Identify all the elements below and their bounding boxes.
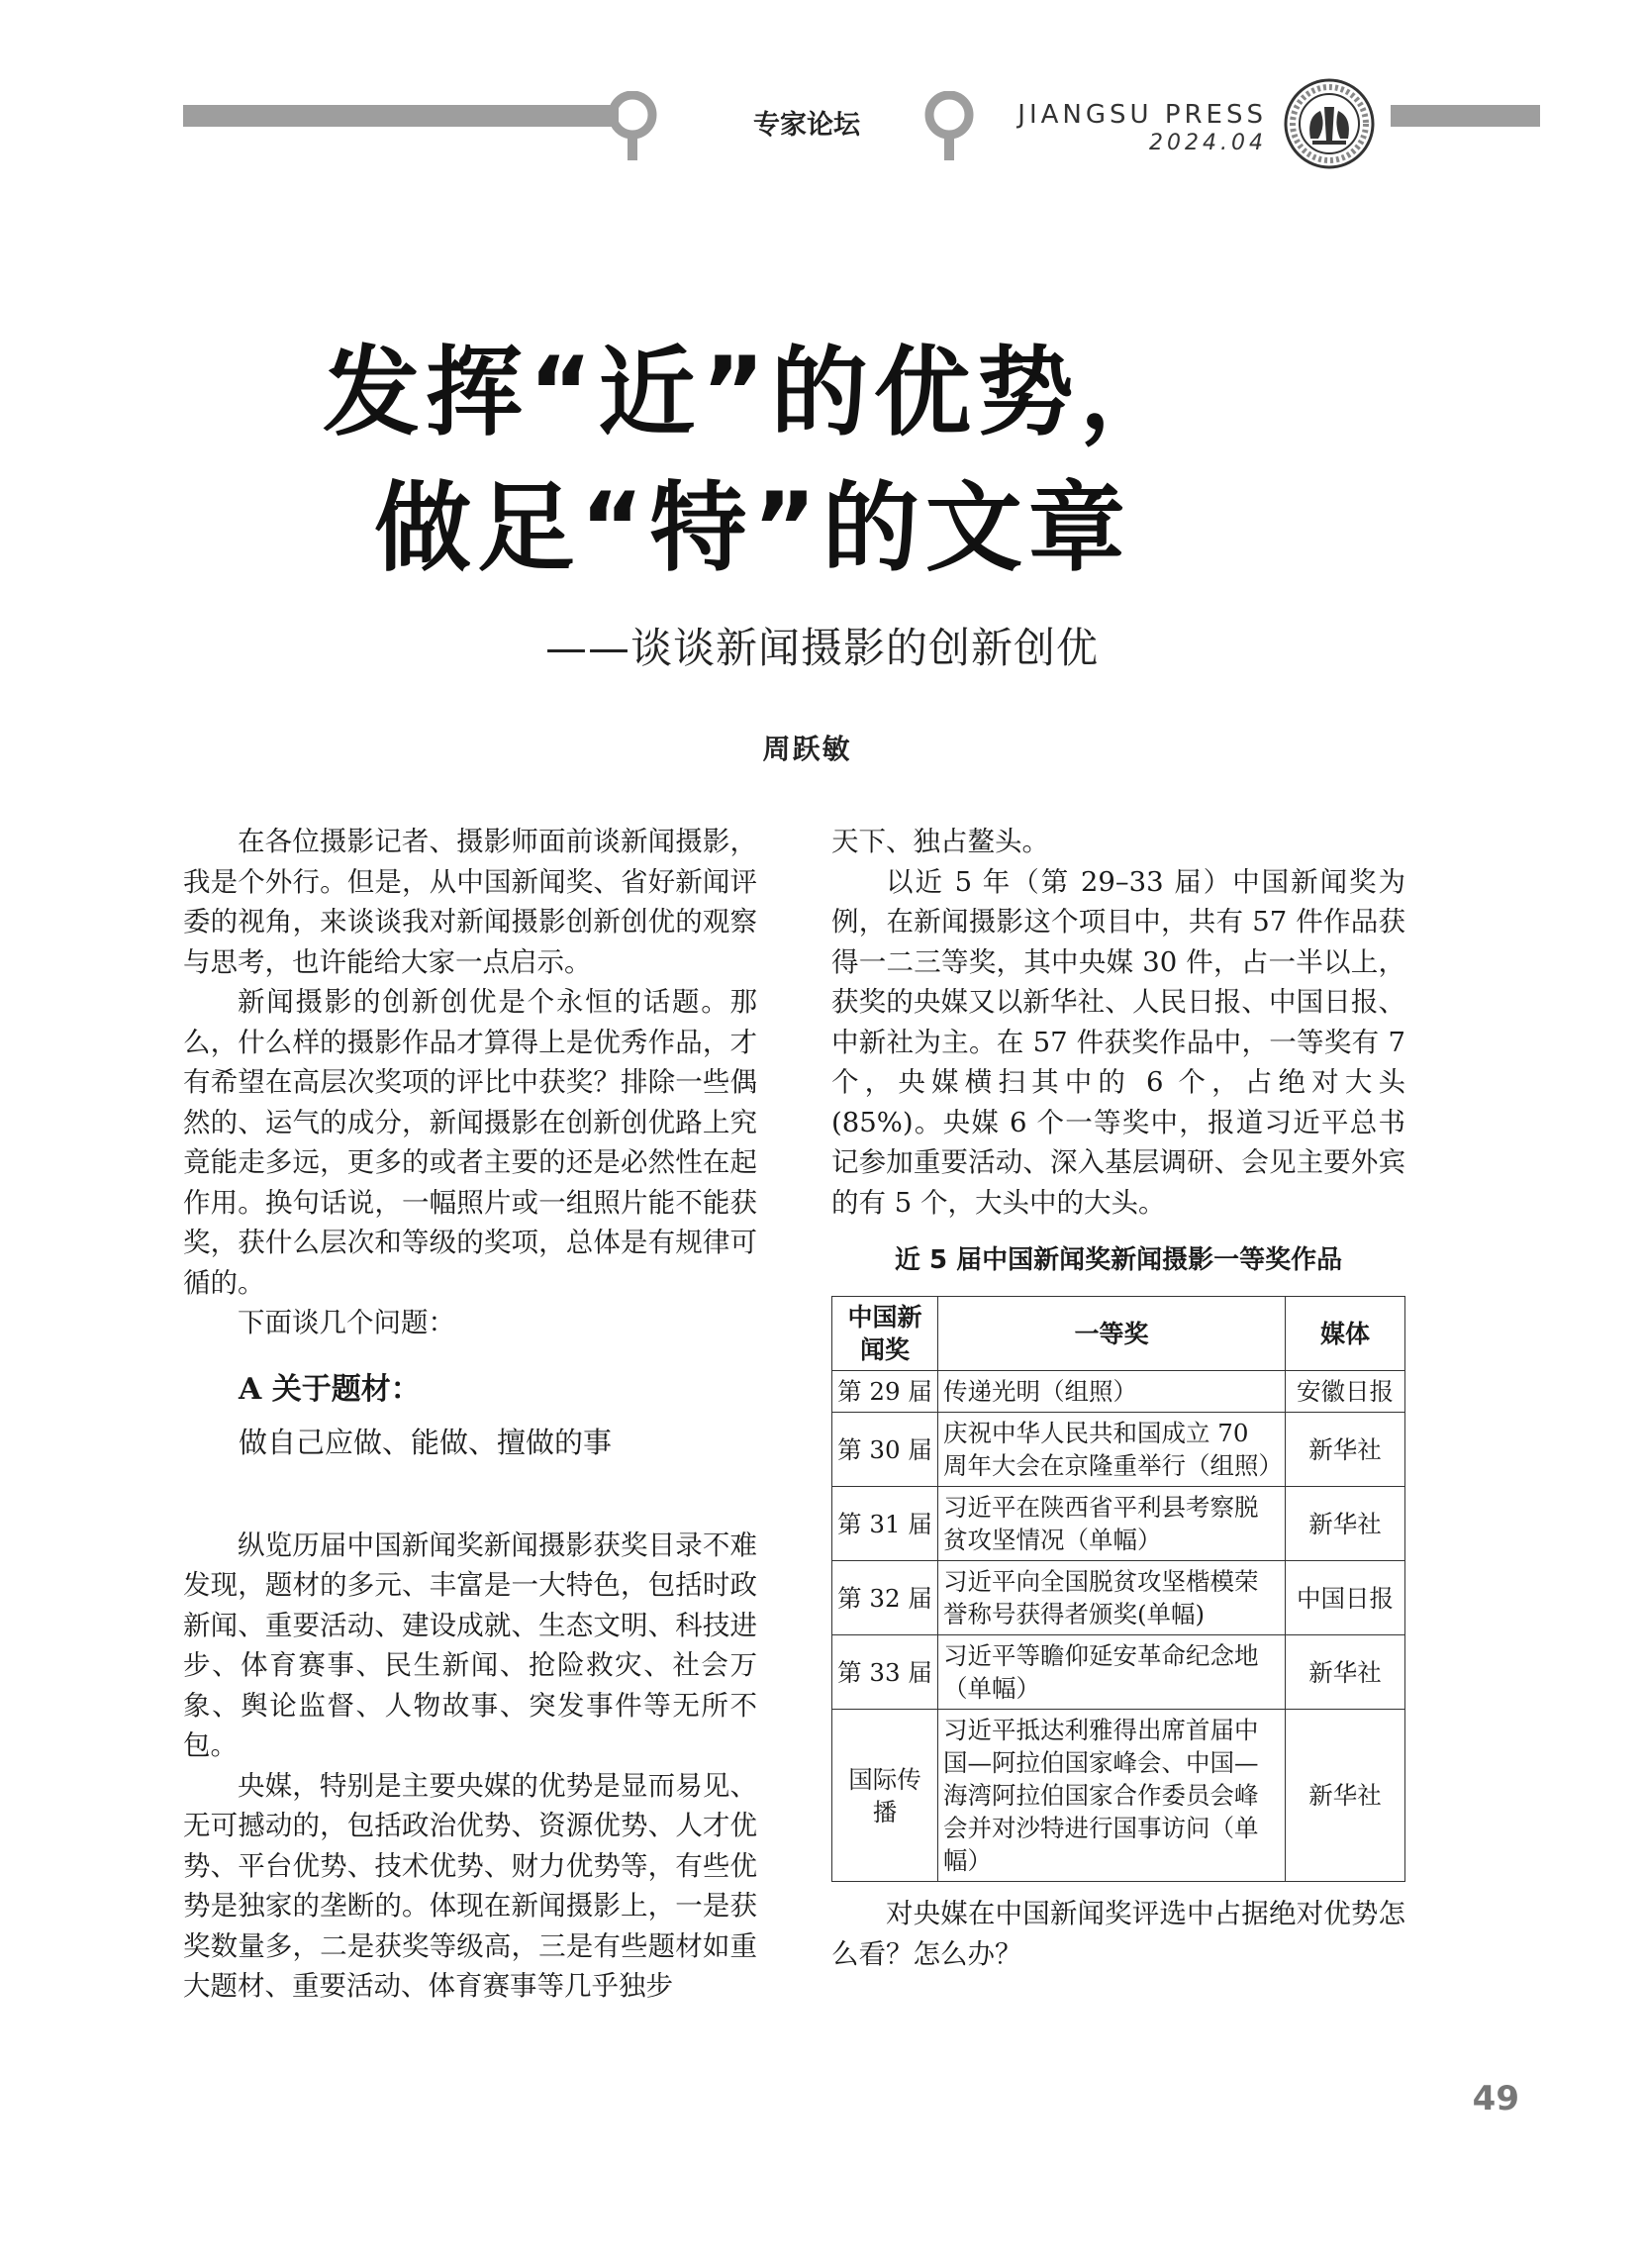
issue-date: 2024.04 [1149, 131, 1267, 155]
right-column [831, 822, 1405, 1974]
cell-edition: 国际传播 [832, 1710, 938, 1882]
location-pin-icon [606, 91, 659, 162]
table-row [832, 1710, 1405, 1882]
paragraph: 央媒，特别是主要央媒的优势是显而易见、无可撼动的，包括政治优势、资源优势、人才优势、平台优势、技术优势、财力优势等，有些优势是独家的垄断的。体现在新闻摄影上，一是获奖数量多，二是获奖等级高，三是有些题材如重大题材、重要活动、体育赛事等几乎独步 [183, 1769, 757, 2002]
cell-edition: 第 33 届 [832, 1635, 938, 1710]
header-edition: 中国新闻奖 [832, 1297, 938, 1371]
press-name: JIANGSU PRESS [1017, 100, 1267, 130]
cell-work: 习近平抵达利雅得出席首届中国—阿拉伯国家峰会、中国—海湾阿拉伯国家合作委员会峰会并对沙特进行国事访问（单幅） [938, 1710, 1286, 1882]
table-row [832, 1635, 1405, 1710]
table-row [832, 1561, 1405, 1635]
cell-media: 新华社 [1286, 1710, 1405, 1882]
cell-media: 中国日报 [1286, 1561, 1405, 1635]
section-label: 专家论坛 [753, 110, 860, 141]
cell-media: 安徽日报 [1286, 1371, 1405, 1413]
header-media: 媒体 [1286, 1297, 1405, 1371]
cell-work: 习近平向全国脱贫攻坚楷模荣誉称号获得者颁奖(单幅) [938, 1561, 1286, 1635]
paragraph: 在各位摄影记者、摄影师面前谈新闻摄影，我是个外行。但是，从中国新闻奖、省好新闻评委的视角，来谈谈我对新闻摄影创新创优的观察与思考，也许能给大家一点启示。 [183, 826, 757, 978]
cell-media: 新华社 [1286, 1487, 1405, 1561]
table-row [832, 1371, 1405, 1413]
section-heading: A 关于题材： [239, 1371, 421, 1407]
table-row [832, 1487, 1405, 1561]
paragraph: 纵览历届中国新闻奖新闻摄影获奖目录不难发现，题材的多元、丰富是一大特色，包括时政新闻、重要活动、建设成就、生态文明、科技进步、体育赛事、民生新闻、抢险救灾、社会万象、舆论监督、人物故事、突发事件等无所不包。 [183, 1528, 757, 1761]
left-column [183, 822, 757, 2007]
paragraph: 以近 5 年（第 29–33 届）中国新闻奖为例，在新闻摄影这个项目中，共有 57 件作品获得一二三等奖，其中央媒 30 件，占一半以上，获奖的央媒又以新华社、人民日报、中国日报、中新社为主。在 57 件获奖作品中，一等奖有 7 个，央媒横扫其中的 6 个，占绝对大头 (85%)。央媒 6 个一等奖中，报道习近平总书记参加重要活动、深入基层调研、会见主要外宾的有 5 个，大头中的大头。 [831, 865, 1405, 1219]
cell-media: 新华社 [1286, 1413, 1405, 1487]
journal-seal-icon [1283, 77, 1376, 170]
cell-work: 庆祝中华人民共和国成立 70 周年大会在京隆重举行（组照） [938, 1413, 1286, 1487]
table-header-row [832, 1297, 1405, 1371]
paragraph: 下面谈几个问题： [238, 1307, 455, 1338]
cell-edition: 第 32 届 [832, 1561, 938, 1635]
cell-edition: 第 30 届 [832, 1413, 938, 1487]
cell-edition: 第 31 届 [832, 1487, 938, 1561]
author-name: 周跃敏 [762, 733, 852, 765]
cell-edition: 第 29 届 [832, 1371, 938, 1413]
cell-work: 传递光明（组照） [938, 1371, 1286, 1413]
paragraph: 对央媒在中国新闻奖评选中占据绝对优势怎么看？怎么办？ [831, 1898, 1405, 1970]
article-title-line-1: 发挥“近”的优势， [323, 337, 1183, 449]
cell-work: 习近平在陕西省平利县考察脱贫攻坚情况（单幅） [938, 1487, 1286, 1561]
article-title-line-2: 做足“特”的文章 [374, 472, 1131, 585]
paragraph: 新闻摄影的创新创优是个永恒的话题。那么，什么样的摄影作品才算得上是优秀作品，才有希望在高层次奖项的评比中获奖？排除一些偶然的、运气的成分，新闻摄影在创新创优路上究竟能走多远，更多的或者主要的还是必然性在起作用。换句话说，一幅照片或一组照片能不能获奖，获什么层次和等级的奖项，总体是有规律可循的。 [183, 986, 757, 1299]
header-bar-right [1391, 105, 1540, 127]
award-table [831, 1296, 1405, 1882]
author [0, 728, 1644, 767]
table-caption: 近 5 届中国新闻奖新闻摄影一等奖作品 [894, 1245, 1343, 1275]
header-work: 一等奖 [938, 1297, 1286, 1371]
article-subtitle: ——谈谈新闻摄影的创新创优 [544, 624, 1099, 672]
header-bar-left [183, 105, 619, 127]
section-subheading: 做自己应做、能做、擅做的事 [239, 1425, 613, 1459]
cell-work: 习近平等瞻仰延安革命纪念地（单幅） [938, 1635, 1286, 1710]
location-pin-icon [922, 91, 976, 162]
page-number: 49 [1472, 2079, 1519, 2119]
table-row [832, 1413, 1405, 1487]
cell-media: 新华社 [1286, 1635, 1405, 1710]
paragraph: 天下、独占鳌头。 [831, 826, 1049, 857]
